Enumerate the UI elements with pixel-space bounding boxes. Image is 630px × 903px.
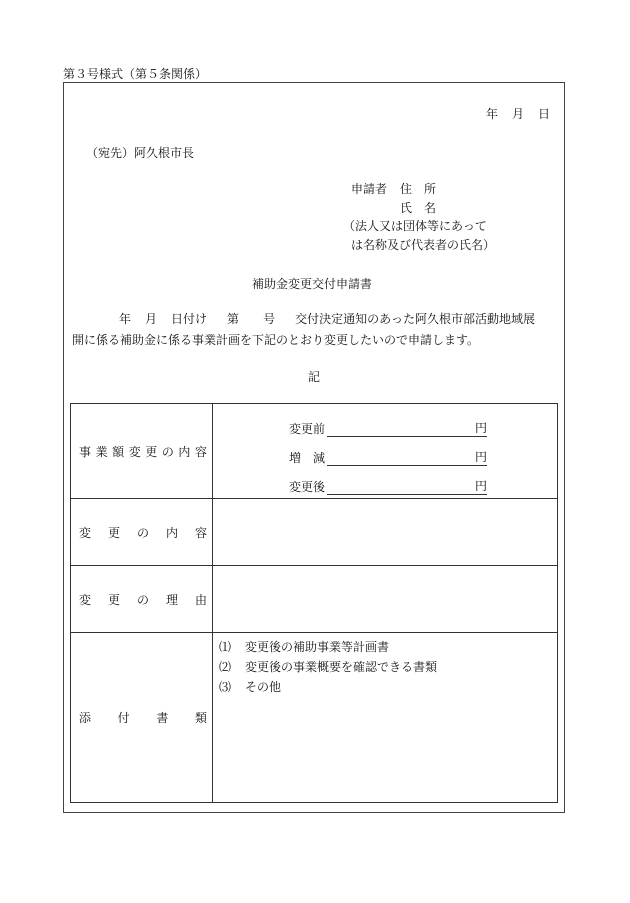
- label-char: 付: [117, 711, 130, 725]
- label-char: 変: [128, 444, 141, 459]
- item-text: 変更後の補助事業等計画書: [245, 640, 390, 654]
- amount-diff-label: 増 減: [289, 450, 326, 465]
- body-go: 号: [263, 312, 276, 326]
- change-reason-field[interactable]: [213, 566, 558, 633]
- attachments-cell: [213, 633, 558, 803]
- date-line: [486, 105, 550, 122]
- body-day: 日付け: [171, 312, 208, 326]
- change-content-field[interactable]: [213, 499, 558, 566]
- label-char: 内: [178, 444, 191, 459]
- date-day-label: 日: [538, 107, 551, 121]
- body-rest: 交付決定通知のあった阿久根市部活動地域展: [295, 312, 535, 326]
- ki-label: 記: [308, 370, 321, 384]
- table-row-amount-change: [71, 404, 558, 499]
- label-char: の: [161, 444, 174, 459]
- applicant-role-label: 申請者: [351, 182, 388, 196]
- amount-diff-line: [289, 437, 557, 466]
- body-month: 月: [145, 312, 158, 326]
- list-item: [219, 637, 557, 657]
- amount-cell: [213, 404, 558, 499]
- label-char: 事: [79, 444, 92, 459]
- row-label-text: [79, 709, 207, 726]
- item-number: ⑴: [219, 640, 232, 654]
- date-year-label: 年: [486, 107, 499, 121]
- addressee: （宛先）阿久根市長: [86, 146, 195, 160]
- table-row-change-reason: [71, 566, 558, 633]
- document-title: 補助金変更交付申請書: [252, 277, 373, 291]
- row-label-change-content: [71, 499, 213, 566]
- yen-unit: 円: [475, 449, 488, 464]
- label-char: の: [136, 592, 149, 607]
- item-text: その他: [245, 680, 282, 694]
- date-month-label: 月: [512, 107, 525, 121]
- applicant-note-line-1: （法人又は団体等にあって: [343, 219, 487, 233]
- label-char: 由: [194, 592, 207, 607]
- applicant-name-label: 氏 名: [400, 201, 437, 215]
- yen-unit: 円: [475, 420, 488, 435]
- table-row-change-content: [71, 499, 558, 566]
- attachments-list: [213, 633, 557, 697]
- label-char: 容: [194, 444, 207, 459]
- amount-diff-field[interactable]: [327, 450, 475, 466]
- body-line-2: 開に係る補助金に係る事業計画を下記のとおり変更したいので申請します。: [72, 333, 480, 347]
- label-char: 業: [95, 444, 108, 459]
- label-char: 内: [165, 525, 178, 540]
- row-label-amount-change: [71, 404, 213, 499]
- form-number-label: 第３号様式（第５条関係）: [63, 67, 208, 81]
- label-char: 理: [165, 592, 178, 607]
- table-row-attachments: [71, 633, 558, 803]
- row-label-text: [79, 591, 207, 608]
- amount-after-label: 変更後: [289, 479, 326, 494]
- body-dai: 第: [227, 312, 240, 326]
- item-number: ⑵: [219, 660, 232, 674]
- item-text: 変更後の事業概要を確認できる書類: [245, 660, 438, 674]
- item-number: ⑶: [219, 680, 232, 694]
- label-char: 添: [79, 711, 92, 725]
- label-char: の: [136, 525, 149, 540]
- row-label-change-reason: [71, 566, 213, 633]
- amount-after-field[interactable]: [327, 479, 475, 495]
- label-char: 書: [156, 711, 169, 725]
- applicant-note-line-2: は名称及び代表者の氏名）: [351, 238, 496, 252]
- label-char: 額: [112, 444, 125, 459]
- label-char: 変: [79, 592, 92, 607]
- body-year: 年: [119, 312, 132, 326]
- list-item: [219, 677, 557, 697]
- label-char: 変: [79, 525, 92, 540]
- row-label-text: [79, 443, 207, 460]
- list-item: [219, 657, 557, 677]
- label-char: 類: [194, 711, 207, 725]
- amount-after-line: [289, 466, 557, 495]
- row-label-text: [79, 524, 207, 541]
- label-char: 更: [107, 592, 120, 607]
- label-char: 更: [107, 525, 120, 540]
- details-table: [70, 403, 558, 803]
- amount-before-label: 変更前: [289, 421, 326, 436]
- amount-before-line: [289, 408, 557, 437]
- label-char: 更: [145, 444, 158, 459]
- body-line-1: [119, 310, 535, 327]
- amount-before-field[interactable]: [327, 421, 475, 437]
- row-label-attachments: [71, 633, 213, 803]
- applicant-address-label: 住 所: [400, 182, 437, 196]
- yen-unit: 円: [475, 478, 488, 493]
- label-char: 容: [194, 525, 207, 540]
